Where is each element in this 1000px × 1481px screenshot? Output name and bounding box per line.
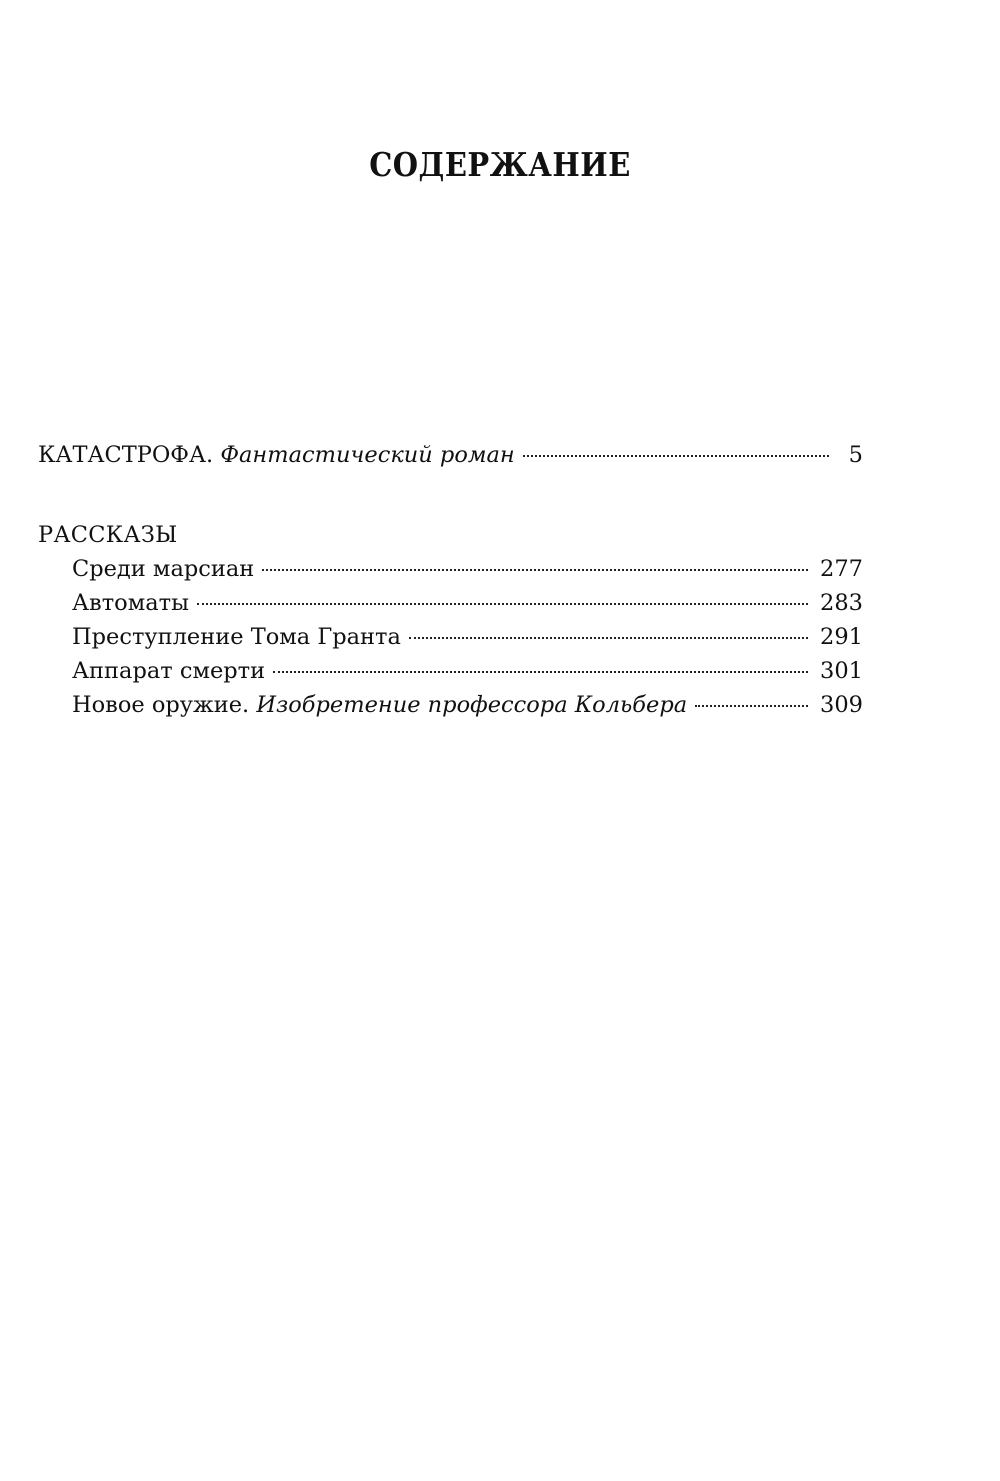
toc-entry-title bbox=[38, 438, 515, 472]
toc-entry-story bbox=[38, 552, 863, 586]
toc-entry-page: 301 bbox=[820, 658, 863, 684]
dot-leader bbox=[197, 603, 808, 605]
toc-entry-title bbox=[72, 688, 687, 722]
toc-entry-story bbox=[38, 654, 863, 688]
toc-entry-subtitle: Изобретение профессора Кольбера bbox=[256, 692, 688, 718]
dot-leader bbox=[695, 705, 808, 707]
dot-leader bbox=[409, 637, 808, 639]
toc-entry-title: Аппарат смерти bbox=[72, 658, 266, 684]
table-of-contents bbox=[38, 438, 863, 722]
toc-entry-subtitle: Фантастический роман bbox=[220, 442, 515, 468]
dot-leader bbox=[523, 455, 829, 457]
toc-entry-page: 291 bbox=[820, 624, 863, 650]
toc-entry-page: 283 bbox=[820, 590, 863, 616]
section-heading-stories: РАССКАЗЫ bbox=[38, 522, 178, 548]
toc-entry-story bbox=[38, 688, 863, 722]
toc-entry-novel bbox=[38, 438, 863, 472]
page-title: СОДЕРЖАНИЕ bbox=[369, 145, 631, 185]
toc-entry-page: 309 bbox=[820, 692, 863, 718]
toc-entry-title: Среди марсиан bbox=[72, 556, 255, 582]
toc-entry-page: 277 bbox=[820, 556, 863, 582]
toc-entry-story bbox=[38, 620, 863, 654]
toc-entry-main-title: КАТАСТРОФА. bbox=[38, 442, 214, 468]
toc-entry-page: 5 bbox=[848, 442, 863, 468]
toc-entry-story bbox=[38, 586, 863, 620]
toc-entry-title: Преступление Тома Гранта bbox=[72, 624, 401, 650]
toc-entry-title: Автоматы bbox=[72, 590, 189, 616]
toc-entry-main-title: Новое оружие. bbox=[72, 692, 250, 718]
dot-leader bbox=[273, 671, 808, 673]
dot-leader bbox=[262, 569, 808, 571]
